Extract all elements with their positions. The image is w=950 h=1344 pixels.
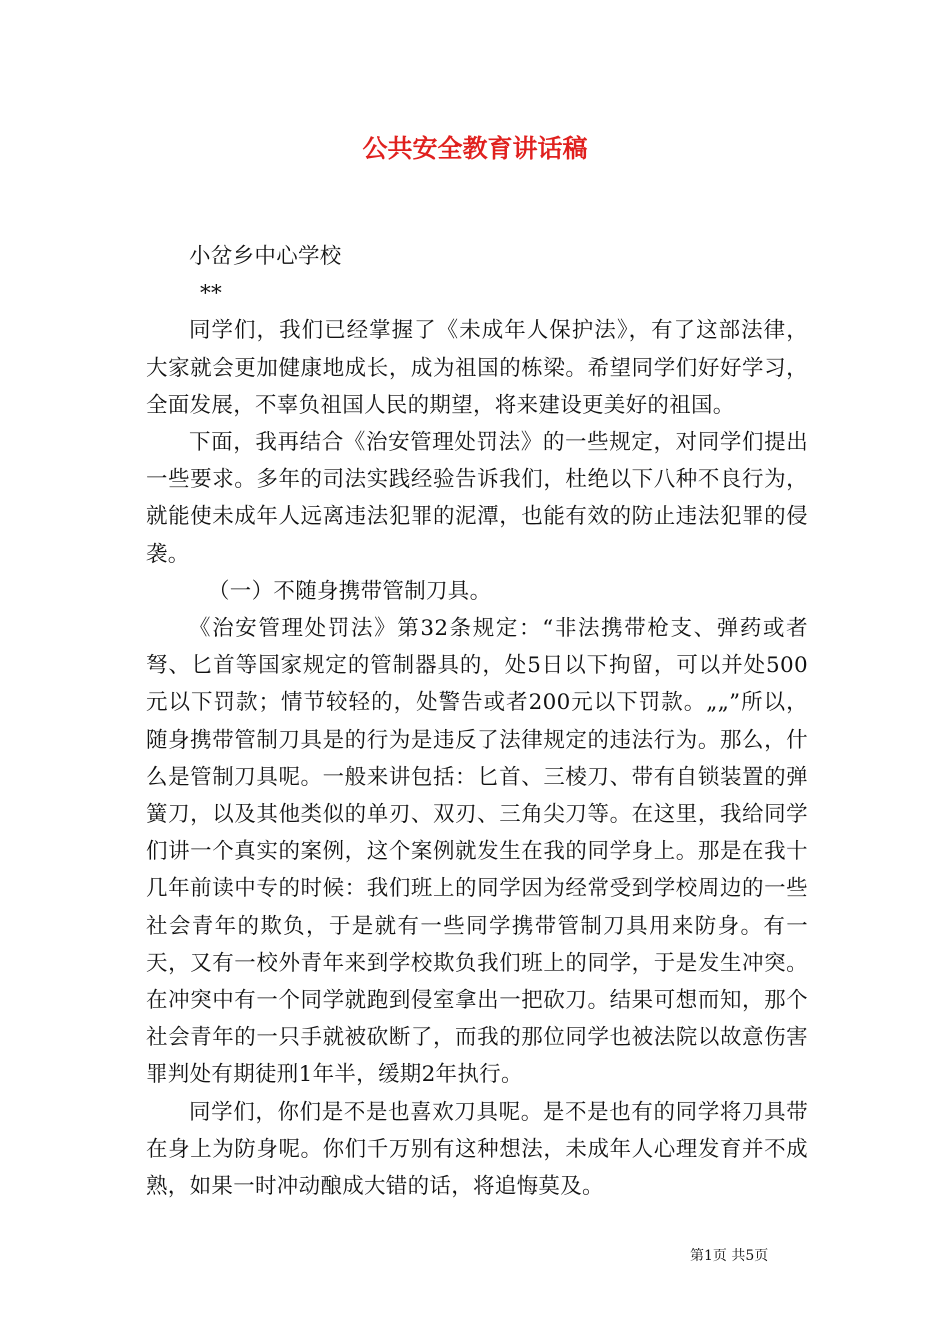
paragraph: 同学们，我们已经掌握了《未成年人保护法》，有了这部法律，大家就会更加健康地成长，成为祖国的栋梁。希望同学们好好学习，全面发展，不辜负祖国人民的期望，将来建设更美好的祖国。 (146, 318, 808, 418)
document-body (146, 238, 808, 1205)
document-title: 公共安全教育讲话稿 (362, 134, 588, 163)
school-name: 小岔乡中心学校 (189, 244, 342, 269)
paragraph: 下面，我再结合《治安管理处罚法》的一些规定，对同学们提出一些要求。多年的司法实践经验告诉我们，杜绝以下八种不良行为，就能使未成年人远离违法犯罪的泥潭，也能有效的防止违法犯罪的侵袭。 (146, 430, 808, 567)
section-heading: （一）不随身携带管制刀具。 (208, 578, 492, 604)
page-number-footer: 第1页 共5页 (690, 1248, 769, 1264)
paragraph: 同学们，你们是不是也喜欢刀具呢。是不是也有的同学将刀具带在身上为防身呢。你们千万别有这种想法，未成年人心理发育并不成熟，如果一时冲动酿成大错的话，将追悔莫及。 (146, 1099, 808, 1200)
author-name: ** (200, 281, 223, 307)
paragraph: 《治安管理处罚法》第32条规定：“非法携带枪支、弹药或者弩、匕首等国家规定的管制器具的，处5日以下拘留，可以并处500元以下罚款；情节较轻的，处警告或者200元以下罚款。„„”所以，随身携带管制刀具是的行为是违反了法律规定的违法行为。那么，什么是管制刀具呢。一般来讲包括：匕首、三棱刀、带有自锁装置的弹簧刀，以及其他类似的单刃、双刃、三角尖刀等。在这里，我给同学们讲一个真实的案例，这个案例就发生在我的同学身上。那是在我十几年前读中专的时候：我们班上的同学因为经常受到学校周边的一些社会青年的欺负，于是就有一些同学携带管制刀具用来防身。有一天，又有一校外青年来到学校欺负我们班上的同学，于是发生冲突。在冲突中有一个同学就跑到侵室拿出一把砍刀。结果可想而知，那个社会青年的一只手就被砍断了，而我的那位同学也被法院以故意伤害罪判处有期徒刑1年半，缓期2年执行。 (146, 616, 808, 1088)
